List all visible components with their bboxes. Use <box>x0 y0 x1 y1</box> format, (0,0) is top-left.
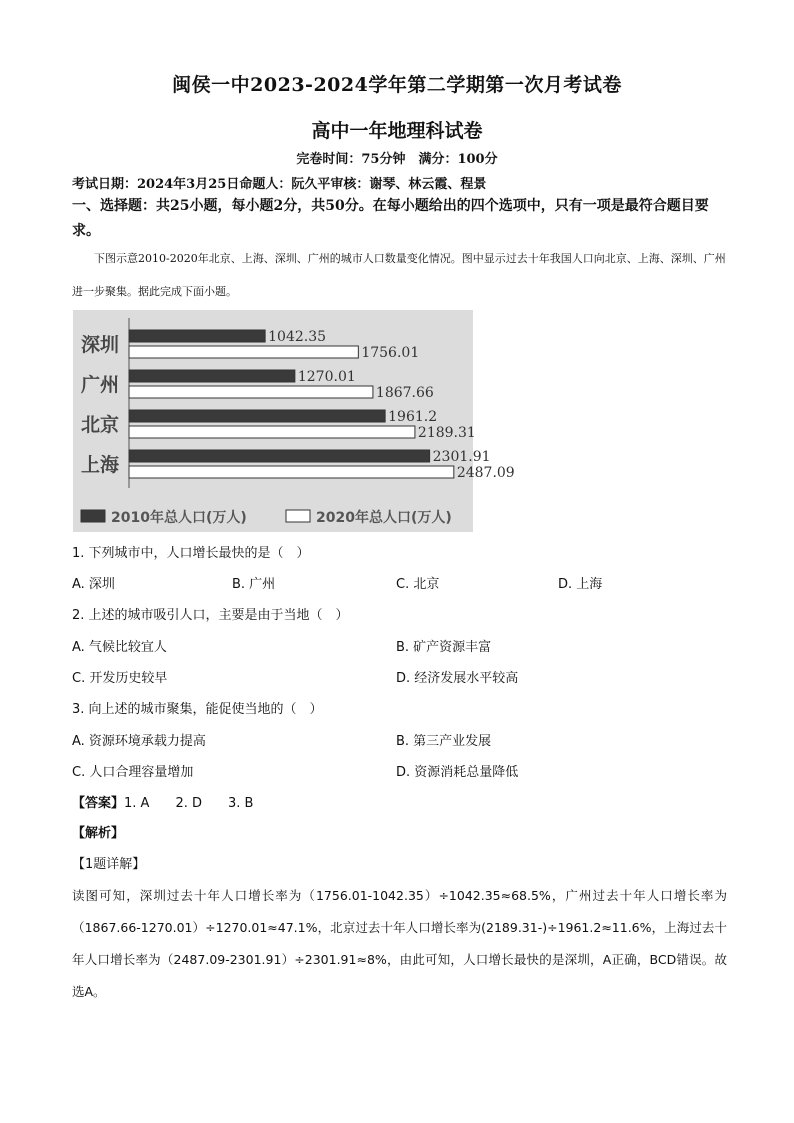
exam-info: 考试日期：2024年3月25日命题人：阮久平审核：谢琴、林云霞、程景 <box>72 177 487 192</box>
bar-value-label: 1961.2 <box>388 409 438 425</box>
detail-label: 【1题详解】 <box>72 857 146 872</box>
answer-label: 【答案】 <box>72 796 125 811</box>
bar-2020 <box>129 426 415 438</box>
bar-2020 <box>129 346 358 358</box>
answer-line <box>72 792 253 811</box>
exam-title: 闽侯一中2023-2024学年第二学期第一次月考试卷 <box>172 74 622 96</box>
question-3-stem: 3. 向上述的城市聚集，能促使当地的（ ） <box>72 702 323 717</box>
q1-option-c: C. 北京 <box>396 577 440 592</box>
bar-value-label: 2301.91 <box>432 449 491 465</box>
bar-2020 <box>129 466 454 478</box>
category-label: 广州 <box>81 374 120 396</box>
legend-label: 2010年总人口(万人) <box>111 510 247 526</box>
answer-text: 1. A 2. D 3. B <box>124 796 254 811</box>
q2-option-c: C. 开发历史较早 <box>72 671 168 686</box>
intro-paragraph: 下图示意2010-2020年北京、上海、深圳、广州的城市人口数量变化情况。图中显示过去十年我国人口向北京、上海、深圳、广州进一步聚集。据此完成下面小题。 <box>72 252 726 298</box>
q3-option-c: C. 人口合理容量增加 <box>72 765 194 780</box>
category-label: 上海 <box>81 454 120 476</box>
exam-meta: 完卷时间：75分钟 满分：100分 <box>296 152 498 167</box>
section-heading: 一、选择题：共25小题，每小题2分，共50分。在每小题给出的四个选项中，只有一项是最符合题目要求。 <box>72 198 709 239</box>
q3-option-d: D. 资源消耗总量降低 <box>396 765 519 780</box>
legend-swatch <box>286 510 310 522</box>
legend-label: 2020年总人口(万人) <box>316 510 452 526</box>
bar-value-label: 2189.31 <box>417 425 476 441</box>
bar-value-label: 2487.09 <box>456 465 515 481</box>
bar-value-label: 1867.66 <box>375 385 434 401</box>
q1-option-d: D. 上海 <box>558 577 603 592</box>
legend-swatch <box>81 510 105 522</box>
population-bar-chart <box>73 310 515 532</box>
category-label: 北京 <box>81 414 120 436</box>
bar-2010 <box>129 410 385 422</box>
category-label: 深圳 <box>81 334 120 356</box>
q1-option-a: A. 深圳 <box>72 577 115 592</box>
bar-2010 <box>129 370 295 382</box>
bar-value-label: 1042.35 <box>268 329 327 345</box>
bar-2010 <box>129 330 265 342</box>
q2-option-b: B. 矿产资源丰富 <box>396 640 492 655</box>
bar-2020 <box>129 386 373 398</box>
q3-option-a: A. 资源环境承载力提高 <box>72 734 206 749</box>
bar-value-label: 1756.01 <box>361 345 420 361</box>
bar-2010 <box>129 450 430 462</box>
bar-value-label: 1270.01 <box>297 369 356 385</box>
detail-text: 读图可知，深圳过去十年人口增长率为（1756.01-1042.35）÷1042.35≈68.5%，广州过去十年人口增长率为（1867.66-1270.01）÷1270.01≈47.1%，北京过去十年人口增长率为(2189.31-)÷1961.2≈11.6%，上海过去十年人口增长率为（2487.09-2301.91）÷2301.91≈8%，由此可知，人口增长最快的是深圳，A正确，BCD错误。故选A。 <box>72 888 727 999</box>
question-2-stem: 2. 上述的城市吸引人口，主要是由于当地（ ） <box>72 608 349 623</box>
q2-option-a: A. 气候比较宜人 <box>72 640 167 655</box>
analysis-label: 【解析】 <box>72 826 125 841</box>
exam-subtitle: 高中一年地理科试卷 <box>311 120 483 142</box>
question-1-stem: 1. 下列城市中，人口增长最快的是（ ） <box>72 546 310 561</box>
q2-option-d: D. 经济发展水平较高 <box>396 671 519 686</box>
q3-option-b: B. 第三产业发展 <box>396 734 492 749</box>
q1-option-b: B. 广州 <box>232 577 276 592</box>
